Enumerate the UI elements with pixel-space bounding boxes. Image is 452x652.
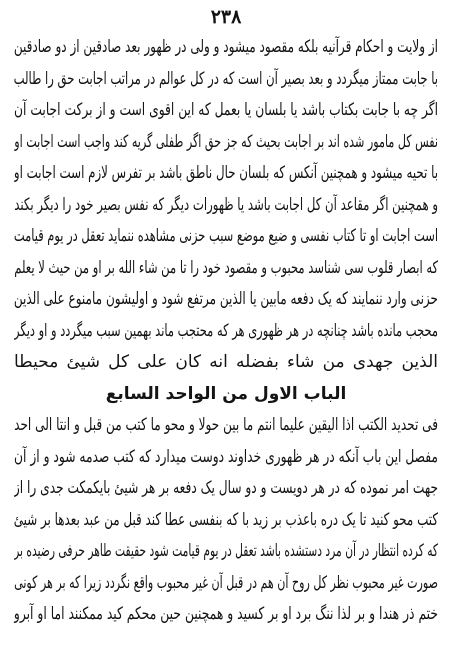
text-line: الذین جهدی من شاء بفضله انه کان علی کل شیئ محیطا bbox=[14, 352, 438, 372]
text-line: محجب مانده باشد چنانچه در هر ظهوری هر که محتجب ماند بهمین سبب میگردد و او دیگر bbox=[14, 320, 438, 341]
text-line: مفصل این باب آنکه در هر ظهوری خداوند دوست میدارد که کتب صدمه شود و از آن bbox=[14, 446, 438, 467]
text-line: و همچنین اگر مقاعد آن کل اجابت باشد یا ظهورات دیگر که نفس بصیر خود را دیگر بکند bbox=[14, 194, 438, 215]
text-line: با تحیه میشود و همچنین آنکس که بلسان حال ناطق باشد بر تفرس لازم است اجابت او bbox=[14, 163, 438, 183]
text-line: است اجابت او تا کتاب نفسی و ضیع موضع سبب حزنی مشاهده ننماید تعقل در یوم قیامت bbox=[14, 226, 438, 246]
text-line: اگر چه با جابت بکتاب باشد یا بلسان یا بعمل که این اقوی است و از برکت اجابت آن bbox=[14, 100, 438, 120]
text-line: که کرده انتظار در آن مرد دستشده باشد تعقل در یوم قیامت شود حقیقت طاهر حرفی رضیده بر bbox=[14, 541, 438, 561]
text-line: از ولایت و احکام قرآنیه بلکه مقصود میشود و ولی در ظهور بعد صادقین از دو صادقین bbox=[13, 37, 438, 57]
text-line: که ابصار قلوب سی شناسد محبوب و مقصود خود را تا من شاء الله بر او من حیث لا یعلم bbox=[14, 257, 438, 278]
text-line: نفس کل مامور شده اند بر اجابت بحیث که جز حق اگر طفلی گریه کند واجب است اجابت او bbox=[14, 131, 438, 152]
page-number: ۲۳۸ bbox=[210, 6, 242, 28]
chapter-heading: الباب الاول من الواحد السابع bbox=[105, 383, 347, 404]
text-line: کتب محو کنید تا یک دره باعذب بر زید با که بنفسی عطا کند قبل من عبد بعدها بر شیئ bbox=[13, 509, 438, 530]
text-line: ختم ذر هندا و بر لذا ننگ برد او بر کسید و همچنین حین محکم کید ممکنند اما او آبرو bbox=[13, 604, 438, 624]
text-line: جهت امر نموده که در هر دویست و دو سال یک دفعه بر هر شیئ بایکمکت جدی را از bbox=[14, 478, 438, 498]
text-line: فی تحدید الکتب اذا الیقین علیما انتم ما بین حولا و محو ما کتب من قبل و انتا الی احد bbox=[14, 415, 438, 435]
text-line: حزنی وارد ننمایند که یک دفعه مابین یا الذین مرتفع شود و اولیشون مامنوع علی الذین bbox=[13, 289, 438, 309]
text-line: با جابت ممتاز میگردد و بعد بصیر آن است که در کل عوالم در مراتب اجابت حق را طالب bbox=[13, 68, 438, 89]
body-text bbox=[14, 34, 438, 646]
text-line: صورت غیر محبوب نظر کل روح آن هم در قبل آن غیر محبوب واقع نگردد زیرا که بر هر کونی bbox=[14, 572, 438, 593]
